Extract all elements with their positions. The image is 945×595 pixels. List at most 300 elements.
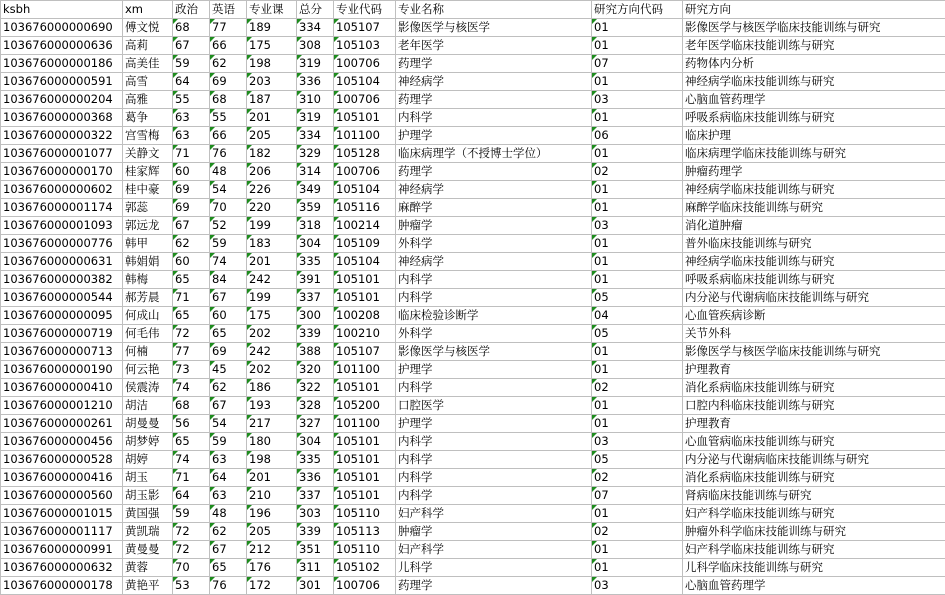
cell-xm[interactable]: 高莉 — [123, 37, 173, 55]
cell-major-name[interactable]: 护理学 — [396, 415, 592, 433]
col-header-politics[interactable]: 政治 — [173, 1, 210, 19]
cell-total[interactable]: 327 — [297, 415, 334, 433]
cell-politics[interactable]: 60 — [173, 163, 210, 181]
cell-major-course[interactable]: 180 — [247, 433, 297, 451]
cell-major-name[interactable]: 肿瘤学 — [396, 523, 592, 541]
cell-major-code[interactable]: 105101 — [334, 271, 396, 289]
cell-major-code[interactable]: 105101 — [334, 109, 396, 127]
cell-xm[interactable]: 郭远龙 — [123, 217, 173, 235]
cell-major-code[interactable]: 101100 — [334, 127, 396, 145]
cell-major-course[interactable]: 186 — [247, 379, 297, 397]
cell-major-name[interactable]: 内科学 — [396, 451, 592, 469]
cell-direction-code[interactable]: 07 — [592, 55, 683, 73]
cell-ksbh[interactable]: 103676000000690 — [1, 19, 123, 37]
cell-major-code[interactable]: 105110 — [334, 505, 396, 523]
cell-english[interactable]: 67 — [210, 541, 247, 559]
cell-major-name[interactable]: 药理学 — [396, 577, 592, 595]
cell-xm[interactable]: 韩甲 — [123, 235, 173, 253]
cell-xm[interactable]: 黄国强 — [123, 505, 173, 523]
cell-total[interactable]: 334 — [297, 19, 334, 37]
cell-english[interactable]: 63 — [210, 451, 247, 469]
cell-total[interactable]: 314 — [297, 163, 334, 181]
cell-english[interactable]: 52 — [210, 217, 247, 235]
cell-major-course[interactable]: 201 — [247, 253, 297, 271]
cell-xm[interactable]: 侯震涛 — [123, 379, 173, 397]
cell-total[interactable]: 320 — [297, 361, 334, 379]
cell-major-course[interactable]: 196 — [247, 505, 297, 523]
col-header-direction[interactable]: 研究方向 — [683, 1, 945, 19]
cell-direction[interactable]: 儿科学临床技能训练与研究 — [683, 559, 945, 577]
cell-major-code[interactable]: 105101 — [334, 289, 396, 307]
cell-major-code[interactable]: 105109 — [334, 235, 396, 253]
cell-direction-code[interactable]: 02 — [592, 469, 683, 487]
cell-total[interactable]: 303 — [297, 505, 334, 523]
cell-total[interactable]: 337 — [297, 289, 334, 307]
cell-direction-code[interactable]: 01 — [592, 37, 683, 55]
cell-english[interactable]: 54 — [210, 181, 247, 199]
cell-politics[interactable]: 70 — [173, 559, 210, 577]
cell-direction[interactable]: 呼吸系病临床技能训练与研究 — [683, 271, 945, 289]
cell-xm[interactable]: 何楠 — [123, 343, 173, 361]
cell-major-code[interactable]: 105113 — [334, 523, 396, 541]
col-header-english[interactable]: 英语 — [210, 1, 247, 19]
cell-politics[interactable]: 60 — [173, 253, 210, 271]
cell-major-name[interactable]: 影像医学与核医学 — [396, 343, 592, 361]
cell-direction-code[interactable]: 01 — [592, 199, 683, 217]
cell-direction-code[interactable]: 03 — [592, 433, 683, 451]
cell-direction-code[interactable]: 02 — [592, 163, 683, 181]
cell-direction-code[interactable]: 01 — [592, 73, 683, 91]
cell-major-code[interactable]: 105101 — [334, 433, 396, 451]
cell-major-name[interactable]: 内科学 — [396, 487, 592, 505]
cell-ksbh[interactable]: 103676000000190 — [1, 361, 123, 379]
cell-major-course[interactable]: 203 — [247, 73, 297, 91]
cell-major-code[interactable]: 105107 — [334, 19, 396, 37]
cell-major-code[interactable]: 100706 — [334, 55, 396, 73]
cell-total[interactable]: 349 — [297, 181, 334, 199]
cell-direction[interactable]: 普外临床技能训练与研究 — [683, 235, 945, 253]
cell-major-code[interactable]: 105101 — [334, 451, 396, 469]
cell-direction[interactable]: 心血管疾病诊断 — [683, 307, 945, 325]
cell-total[interactable]: 336 — [297, 469, 334, 487]
cell-major-code[interactable]: 101100 — [334, 361, 396, 379]
cell-major-name[interactable]: 麻醉学 — [396, 199, 592, 217]
cell-xm[interactable]: 黄凯瑞 — [123, 523, 173, 541]
cell-direction[interactable]: 内分泌与代谢病临床技能训练与研究 — [683, 451, 945, 469]
cell-direction[interactable]: 心血管病临床技能训练与研究 — [683, 433, 945, 451]
cell-major-name[interactable]: 临床检验诊断学 — [396, 307, 592, 325]
cell-total[interactable]: 334 — [297, 127, 334, 145]
cell-english[interactable]: 66 — [210, 37, 247, 55]
cell-major-course[interactable]: 189 — [247, 19, 297, 37]
col-header-ksbh[interactable]: ksbh — [1, 1, 123, 19]
cell-direction-code[interactable]: 01 — [592, 235, 683, 253]
cell-major-name[interactable]: 口腔医学 — [396, 397, 592, 415]
cell-major-code[interactable]: 100208 — [334, 307, 396, 325]
cell-major-code[interactable]: 105116 — [334, 199, 396, 217]
cell-major-name[interactable]: 外科学 — [396, 235, 592, 253]
cell-major-name[interactable]: 神经病学 — [396, 253, 592, 271]
cell-ksbh[interactable]: 103676000000544 — [1, 289, 123, 307]
cell-total[interactable]: 308 — [297, 37, 334, 55]
cell-direction[interactable]: 肿瘤外科学临床技能训练与研究 — [683, 523, 945, 541]
cell-total[interactable]: 322 — [297, 379, 334, 397]
cell-major-course[interactable]: 175 — [247, 37, 297, 55]
cell-major-course[interactable]: 206 — [247, 163, 297, 181]
col-header-major-name[interactable]: 专业名称 — [396, 1, 592, 19]
cell-english[interactable]: 76 — [210, 577, 247, 595]
cell-xm[interactable]: 胡洁 — [123, 397, 173, 415]
cell-ksbh[interactable]: 103676000000719 — [1, 325, 123, 343]
cell-english[interactable]: 45 — [210, 361, 247, 379]
cell-major-course[interactable]: 210 — [247, 487, 297, 505]
cell-major-name[interactable]: 护理学 — [396, 127, 592, 145]
cell-english[interactable]: 84 — [210, 271, 247, 289]
cell-direction-code[interactable]: 06 — [592, 127, 683, 145]
cell-major-course[interactable]: 175 — [247, 307, 297, 325]
cell-politics[interactable]: 63 — [173, 109, 210, 127]
cell-politics[interactable]: 74 — [173, 379, 210, 397]
cell-major-course[interactable]: 205 — [247, 127, 297, 145]
cell-major-name[interactable]: 妇产科学 — [396, 541, 592, 559]
cell-xm[interactable]: 何云艳 — [123, 361, 173, 379]
cell-total[interactable]: 336 — [297, 73, 334, 91]
cell-english[interactable]: 62 — [210, 379, 247, 397]
cell-major-code[interactable]: 100706 — [334, 91, 396, 109]
cell-major-code[interactable]: 100210 — [334, 325, 396, 343]
cell-total[interactable]: 319 — [297, 55, 334, 73]
cell-politics[interactable]: 64 — [173, 487, 210, 505]
cell-major-course[interactable]: 220 — [247, 199, 297, 217]
cell-xm[interactable]: 何毛伟 — [123, 325, 173, 343]
cell-direction-code[interactable]: 01 — [592, 145, 683, 163]
cell-english[interactable]: 67 — [210, 289, 247, 307]
cell-direction-code[interactable]: 03 — [592, 577, 683, 595]
cell-direction[interactable]: 神经病学临床技能训练与研究 — [683, 253, 945, 271]
cell-total[interactable]: 329 — [297, 145, 334, 163]
cell-major-name[interactable]: 内科学 — [396, 379, 592, 397]
cell-major-code[interactable]: 105101 — [334, 379, 396, 397]
cell-english[interactable]: 63 — [210, 487, 247, 505]
cell-direction[interactable]: 呼吸系病临床技能训练与研究 — [683, 109, 945, 127]
cell-xm[interactable]: 韩梅 — [123, 271, 173, 289]
cell-major-code[interactable]: 100214 — [334, 217, 396, 235]
cell-ksbh[interactable]: 103676000000204 — [1, 91, 123, 109]
cell-direction-code[interactable]: 05 — [592, 289, 683, 307]
cell-major-course[interactable]: 198 — [247, 451, 297, 469]
cell-total[interactable]: 328 — [297, 397, 334, 415]
cell-english[interactable]: 74 — [210, 253, 247, 271]
cell-major-name[interactable]: 临床病理学（不授博士学位） — [396, 145, 592, 163]
cell-ksbh[interactable]: 103676000000713 — [1, 343, 123, 361]
cell-total[interactable]: 319 — [297, 109, 334, 127]
cell-major-course[interactable]: 183 — [247, 235, 297, 253]
cell-xm[interactable]: 郭蕊 — [123, 199, 173, 217]
cell-politics[interactable]: 77 — [173, 343, 210, 361]
cell-ksbh[interactable]: 103676000000322 — [1, 127, 123, 145]
cell-direction[interactable]: 内分泌与代谢病临床技能训练与研究 — [683, 289, 945, 307]
cell-direction-code[interactable]: 05 — [592, 451, 683, 469]
cell-english[interactable]: 77 — [210, 19, 247, 37]
cell-ksbh[interactable]: 103676000000261 — [1, 415, 123, 433]
cell-ksbh[interactable]: 103676000001093 — [1, 217, 123, 235]
cell-direction[interactable]: 肾病临床技能训练与研究 — [683, 487, 945, 505]
cell-major-name[interactable]: 神经病学 — [396, 181, 592, 199]
cell-direction[interactable]: 妇产科学临床技能训练与研究 — [683, 541, 945, 559]
cell-major-code[interactable]: 105101 — [334, 469, 396, 487]
cell-direction[interactable]: 神经病学临床技能训练与研究 — [683, 73, 945, 91]
cell-major-course[interactable]: 201 — [247, 469, 297, 487]
cell-total[interactable]: 304 — [297, 433, 334, 451]
cell-ksbh[interactable]: 103676000000631 — [1, 253, 123, 271]
cell-direction[interactable]: 消化系病临床技能训练与研究 — [683, 379, 945, 397]
cell-ksbh[interactable]: 103676000001210 — [1, 397, 123, 415]
cell-major-course[interactable]: 202 — [247, 325, 297, 343]
cell-major-code[interactable]: 105104 — [334, 73, 396, 91]
cell-major-course[interactable]: 242 — [247, 343, 297, 361]
cell-major-code[interactable]: 101100 — [334, 415, 396, 433]
cell-english[interactable]: 68 — [210, 91, 247, 109]
cell-xm[interactable]: 高美佳 — [123, 55, 173, 73]
cell-politics[interactable]: 55 — [173, 91, 210, 109]
cell-total[interactable]: 337 — [297, 487, 334, 505]
cell-direction-code[interactable]: 07 — [592, 487, 683, 505]
cell-english[interactable]: 66 — [210, 127, 247, 145]
cell-politics[interactable]: 73 — [173, 361, 210, 379]
cell-direction[interactable]: 临床病理学临床技能训练与研究 — [683, 145, 945, 163]
cell-politics[interactable]: 56 — [173, 415, 210, 433]
cell-total[interactable]: 311 — [297, 559, 334, 577]
cell-english[interactable]: 48 — [210, 505, 247, 523]
cell-major-course[interactable]: 199 — [247, 217, 297, 235]
cell-direction-code[interactable]: 01 — [592, 19, 683, 37]
cell-direction[interactable]: 神经病学临床技能训练与研究 — [683, 181, 945, 199]
cell-politics[interactable]: 59 — [173, 55, 210, 73]
cell-direction[interactable]: 心脑血管药理学 — [683, 577, 945, 595]
cell-direction[interactable]: 临床护理 — [683, 127, 945, 145]
cell-xm[interactable]: 黄蓉 — [123, 559, 173, 577]
cell-major-course[interactable]: 242 — [247, 271, 297, 289]
cell-total[interactable]: 359 — [297, 199, 334, 217]
cell-major-code[interactable]: 105104 — [334, 253, 396, 271]
cell-direction-code[interactable]: 01 — [592, 415, 683, 433]
cell-xm[interactable]: 胡玉影 — [123, 487, 173, 505]
cell-politics[interactable]: 65 — [173, 433, 210, 451]
cell-major-name[interactable]: 老年医学 — [396, 37, 592, 55]
cell-major-course[interactable]: 193 — [247, 397, 297, 415]
cell-ksbh[interactable]: 103676000000382 — [1, 271, 123, 289]
cell-major-name[interactable]: 内科学 — [396, 433, 592, 451]
cell-total[interactable]: 388 — [297, 343, 334, 361]
cell-major-name[interactable]: 妇产科学 — [396, 505, 592, 523]
cell-direction[interactable]: 药物体内分析 — [683, 55, 945, 73]
cell-ksbh[interactable]: 103676000000416 — [1, 469, 123, 487]
cell-xm[interactable]: 胡婷 — [123, 451, 173, 469]
cell-ksbh[interactable]: 103676000000528 — [1, 451, 123, 469]
cell-major-name[interactable]: 内科学 — [396, 271, 592, 289]
cell-major-name[interactable]: 神经病学 — [396, 73, 592, 91]
cell-xm[interactable]: 傅文悦 — [123, 19, 173, 37]
cell-total[interactable]: 300 — [297, 307, 334, 325]
cell-english[interactable]: 69 — [210, 73, 247, 91]
cell-politics[interactable]: 72 — [173, 541, 210, 559]
cell-xm[interactable]: 郝芳晨 — [123, 289, 173, 307]
cell-politics[interactable]: 68 — [173, 19, 210, 37]
cell-english[interactable]: 62 — [210, 523, 247, 541]
cell-ksbh[interactable]: 103676000000178 — [1, 577, 123, 595]
cell-ksbh[interactable]: 103676000000456 — [1, 433, 123, 451]
cell-direction-code[interactable]: 01 — [592, 505, 683, 523]
cell-major-code[interactable]: 105103 — [334, 37, 396, 55]
cell-direction[interactable]: 麻醉学临床技能训练与研究 — [683, 199, 945, 217]
cell-major-code[interactable]: 105128 — [334, 145, 396, 163]
cell-major-name[interactable]: 药理学 — [396, 55, 592, 73]
cell-politics[interactable]: 67 — [173, 37, 210, 55]
cell-politics[interactable]: 74 — [173, 451, 210, 469]
cell-total[interactable]: 318 — [297, 217, 334, 235]
cell-major-code[interactable]: 100706 — [334, 163, 396, 181]
cell-politics[interactable]: 67 — [173, 217, 210, 235]
cell-major-course[interactable]: 199 — [247, 289, 297, 307]
cell-english[interactable]: 59 — [210, 433, 247, 451]
cell-total[interactable]: 351 — [297, 541, 334, 559]
cell-direction-code[interactable]: 01 — [592, 343, 683, 361]
cell-direction[interactable]: 消化系病临床技能训练与研究 — [683, 469, 945, 487]
cell-major-course[interactable]: 205 — [247, 523, 297, 541]
cell-xm[interactable]: 黄曼曼 — [123, 541, 173, 559]
cell-politics[interactable]: 65 — [173, 307, 210, 325]
cell-direction-code[interactable]: 01 — [592, 253, 683, 271]
cell-major-code[interactable]: 105110 — [334, 541, 396, 559]
cell-major-name[interactable]: 药理学 — [396, 163, 592, 181]
cell-total[interactable]: 391 — [297, 271, 334, 289]
cell-major-name[interactable]: 护理学 — [396, 361, 592, 379]
cell-english[interactable]: 70 — [210, 199, 247, 217]
cell-major-code[interactable]: 105200 — [334, 397, 396, 415]
cell-direction[interactable]: 影像医学与核医学临床技能训练与研究 — [683, 19, 945, 37]
col-header-total[interactable]: 总分 — [297, 1, 334, 19]
cell-major-code[interactable]: 105102 — [334, 559, 396, 577]
cell-english[interactable]: 65 — [210, 325, 247, 343]
cell-major-course[interactable]: 226 — [247, 181, 297, 199]
cell-direction[interactable]: 影像医学与核医学临床技能训练与研究 — [683, 343, 945, 361]
cell-politics[interactable]: 69 — [173, 181, 210, 199]
cell-politics[interactable]: 65 — [173, 271, 210, 289]
cell-major-course[interactable]: 182 — [247, 145, 297, 163]
cell-english[interactable]: 64 — [210, 469, 247, 487]
cell-major-course[interactable]: 176 — [247, 559, 297, 577]
cell-ksbh[interactable]: 103676000000776 — [1, 235, 123, 253]
cell-major-name[interactable]: 内科学 — [396, 289, 592, 307]
cell-english[interactable]: 55 — [210, 109, 247, 127]
cell-major-course[interactable]: 201 — [247, 109, 297, 127]
cell-politics[interactable]: 71 — [173, 469, 210, 487]
cell-major-code[interactable]: 100706 — [334, 577, 396, 595]
cell-ksbh[interactable]: 103676000000410 — [1, 379, 123, 397]
cell-major-code[interactable]: 105104 — [334, 181, 396, 199]
cell-english[interactable]: 67 — [210, 397, 247, 415]
cell-total[interactable]: 304 — [297, 235, 334, 253]
cell-xm[interactable]: 高雅 — [123, 91, 173, 109]
cell-xm[interactable]: 宫雪梅 — [123, 127, 173, 145]
cell-direction-code[interactable]: 03 — [592, 91, 683, 109]
cell-major-course[interactable]: 172 — [247, 577, 297, 595]
cell-ksbh[interactable]: 103676000000591 — [1, 73, 123, 91]
cell-total[interactable]: 310 — [297, 91, 334, 109]
cell-ksbh[interactable]: 103676000000991 — [1, 541, 123, 559]
cell-major-name[interactable]: 儿科学 — [396, 559, 592, 577]
cell-direction[interactable]: 老年医学临床技能训练与研究 — [683, 37, 945, 55]
cell-xm[interactable]: 胡梦婷 — [123, 433, 173, 451]
cell-ksbh[interactable]: 103676000001077 — [1, 145, 123, 163]
cell-total[interactable]: 339 — [297, 523, 334, 541]
cell-ksbh[interactable]: 103676000000186 — [1, 55, 123, 73]
cell-major-code[interactable]: 105107 — [334, 343, 396, 361]
cell-direction-code[interactable]: 05 — [592, 325, 683, 343]
cell-xm[interactable]: 韩娟娟 — [123, 253, 173, 271]
cell-xm[interactable]: 葛争 — [123, 109, 173, 127]
cell-english[interactable]: 65 — [210, 559, 247, 577]
cell-major-name[interactable]: 药理学 — [396, 91, 592, 109]
cell-major-course[interactable]: 212 — [247, 541, 297, 559]
cell-politics[interactable]: 63 — [173, 127, 210, 145]
cell-direction-code[interactable]: 04 — [592, 307, 683, 325]
cell-ksbh[interactable]: 103676000000095 — [1, 307, 123, 325]
cell-direction-code[interactable]: 01 — [592, 109, 683, 127]
cell-xm[interactable]: 桂家辉 — [123, 163, 173, 181]
cell-direction-code[interactable]: 01 — [592, 271, 683, 289]
cell-direction[interactable]: 护理教育 — [683, 415, 945, 433]
cell-politics[interactable]: 69 — [173, 199, 210, 217]
cell-direction-code[interactable]: 03 — [592, 217, 683, 235]
cell-direction-code[interactable]: 01 — [592, 541, 683, 559]
cell-ksbh[interactable]: 103676000000602 — [1, 181, 123, 199]
cell-politics[interactable]: 64 — [173, 73, 210, 91]
cell-direction-code[interactable]: 02 — [592, 379, 683, 397]
col-header-major-course[interactable]: 专业课 — [247, 1, 297, 19]
cell-english[interactable]: 59 — [210, 235, 247, 253]
cell-major-course[interactable]: 202 — [247, 361, 297, 379]
cell-direction-code[interactable]: 01 — [592, 361, 683, 379]
cell-politics[interactable]: 68 — [173, 397, 210, 415]
cell-politics[interactable]: 62 — [173, 235, 210, 253]
cell-ksbh[interactable]: 103676000000632 — [1, 559, 123, 577]
cell-major-course[interactable]: 217 — [247, 415, 297, 433]
cell-direction[interactable]: 心脑血管药理学 — [683, 91, 945, 109]
col-header-major-code[interactable]: 专业代码 — [334, 1, 396, 19]
cell-direction[interactable]: 妇产科学临床技能训练与研究 — [683, 505, 945, 523]
cell-direction-code[interactable]: 02 — [592, 523, 683, 541]
cell-ksbh[interactable]: 103676000000560 — [1, 487, 123, 505]
col-header-xm[interactable]: xm — [123, 1, 173, 19]
cell-major-name[interactable]: 外科学 — [396, 325, 592, 343]
cell-major-name[interactable]: 肿瘤学 — [396, 217, 592, 235]
cell-direction[interactable]: 口腔内科临床技能训练与研究 — [683, 397, 945, 415]
cell-major-course[interactable]: 198 — [247, 55, 297, 73]
cell-major-code[interactable]: 105101 — [334, 487, 396, 505]
cell-ksbh[interactable]: 103676000001174 — [1, 199, 123, 217]
cell-total[interactable]: 335 — [297, 253, 334, 271]
cell-xm[interactable]: 黄艳平 — [123, 577, 173, 595]
cell-politics[interactable]: 71 — [173, 145, 210, 163]
cell-ksbh[interactable]: 103676000000368 — [1, 109, 123, 127]
cell-direction[interactable]: 护理教育 — [683, 361, 945, 379]
cell-english[interactable]: 76 — [210, 145, 247, 163]
cell-ksbh[interactable]: 103676000000170 — [1, 163, 123, 181]
cell-politics[interactable]: 71 — [173, 289, 210, 307]
cell-xm[interactable]: 胡玉 — [123, 469, 173, 487]
cell-major-name[interactable]: 内科学 — [396, 469, 592, 487]
